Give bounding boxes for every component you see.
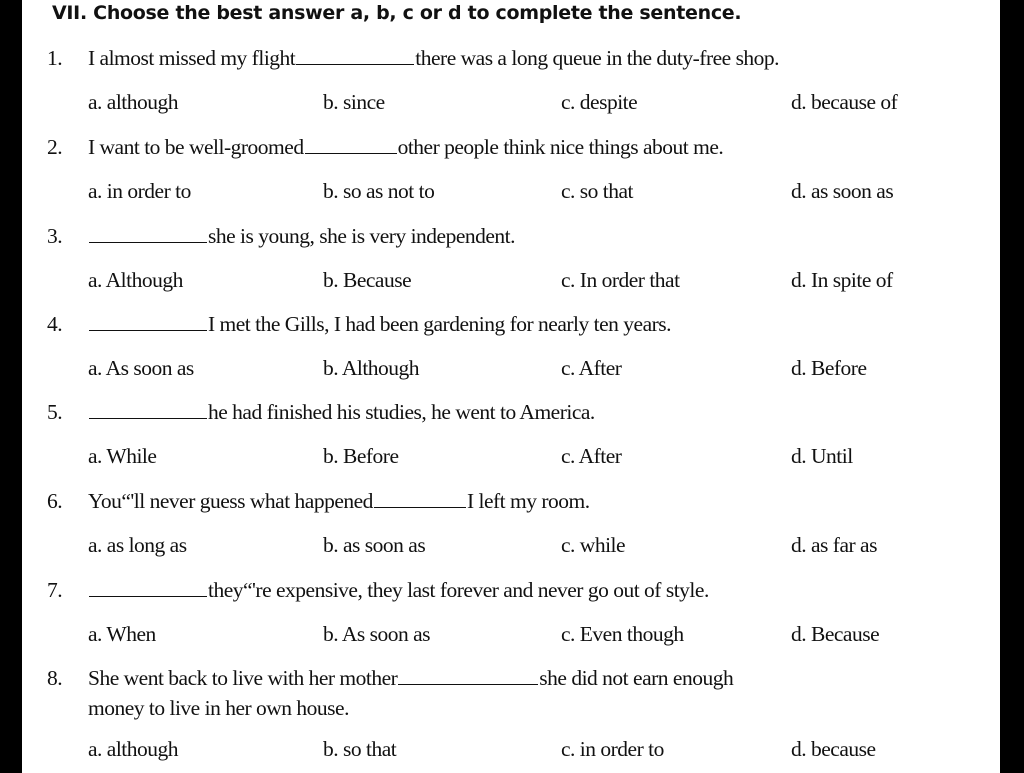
option-a[interactable]: a. When [88, 622, 156, 646]
option-a[interactable]: a. in order to [88, 179, 191, 203]
option-b[interactable]: b. so that [323, 737, 397, 761]
option-c[interactable]: c. despite [561, 90, 638, 114]
question-stem: I met the Gills, I had been gardening for nearly ten years. [88, 312, 671, 337]
question-stem: I almost missed my flight there was a long queue in the duty-free shop. [88, 46, 780, 70]
option-a[interactable]: a. While [88, 444, 157, 468]
question-number: 6. [47, 489, 63, 513]
answer-blank [296, 46, 414, 65]
worksheet-page [22, 0, 1000, 773]
option-d[interactable]: d. Before [791, 356, 867, 380]
question-stem: I want to be well-groomed other people think nice things about me. [88, 135, 724, 159]
question-number: 7. [47, 578, 63, 602]
answer-blank [398, 666, 538, 685]
option-d[interactable]: d. In spite of [791, 268, 893, 292]
answer-blank [89, 578, 207, 597]
answer-blank [374, 489, 466, 508]
question-stem: She went back to live with her mother she did not earn enough [88, 666, 734, 690]
option-c[interactable]: c. Even though [561, 622, 684, 646]
question-stem: they“'re expensive, they last forever and never go out of style. [88, 578, 709, 603]
question-number: 8. [47, 666, 63, 690]
question-stem-continuation: money to live in her own house. [88, 696, 349, 720]
option-a[interactable]: a. As soon as [88, 356, 194, 380]
option-b[interactable]: b. as soon as [323, 533, 426, 557]
question-number: 5. [47, 400, 63, 424]
option-d[interactable]: d. because of [791, 90, 898, 114]
question-stem: she is young, she is very independent. [88, 224, 515, 249]
option-d[interactable]: d. Until [791, 444, 853, 468]
option-c[interactable]: c. so that [561, 179, 634, 203]
option-b[interactable]: b. so as not to [323, 179, 435, 203]
option-d[interactable]: d. because [791, 737, 876, 761]
question-number: 3. [47, 224, 63, 248]
exercise-heading: VII. Choose the best answer a, b, c or d to complete the sentence. [52, 2, 742, 24]
option-b[interactable]: b. Before [323, 444, 399, 468]
option-a[interactable]: a. although [88, 737, 179, 761]
answer-blank [89, 400, 207, 419]
option-a[interactable]: a. Although [88, 268, 183, 292]
option-b[interactable]: b. Because [323, 268, 412, 292]
question-number: 4. [47, 312, 63, 336]
option-c[interactable]: c. in order to [561, 737, 664, 761]
answer-blank [305, 135, 397, 154]
option-c[interactable]: c. After [561, 356, 622, 380]
answer-blank [89, 312, 207, 331]
option-c[interactable]: c. After [561, 444, 622, 468]
option-d[interactable]: d. as far as [791, 533, 877, 557]
option-a[interactable]: a. as long as [88, 533, 187, 557]
option-b[interactable]: b. since [323, 90, 385, 114]
option-d[interactable]: d. as soon as [791, 179, 894, 203]
option-b[interactable]: b. As soon as [323, 622, 430, 646]
option-a[interactable]: a. although [88, 90, 179, 114]
option-b[interactable]: b. Although [323, 356, 420, 380]
question-number: 1. [47, 46, 63, 70]
option-c[interactable]: c. while [561, 533, 626, 557]
option-d[interactable]: d. Because [791, 622, 880, 646]
question-stem: You“'ll never guess what happened I left my room. [88, 489, 590, 513]
question-stem: he had finished his studies, he went to America. [88, 400, 595, 425]
question-number: 2. [47, 135, 63, 159]
option-c[interactable]: c. In order that [561, 268, 680, 292]
answer-blank [89, 224, 207, 243]
